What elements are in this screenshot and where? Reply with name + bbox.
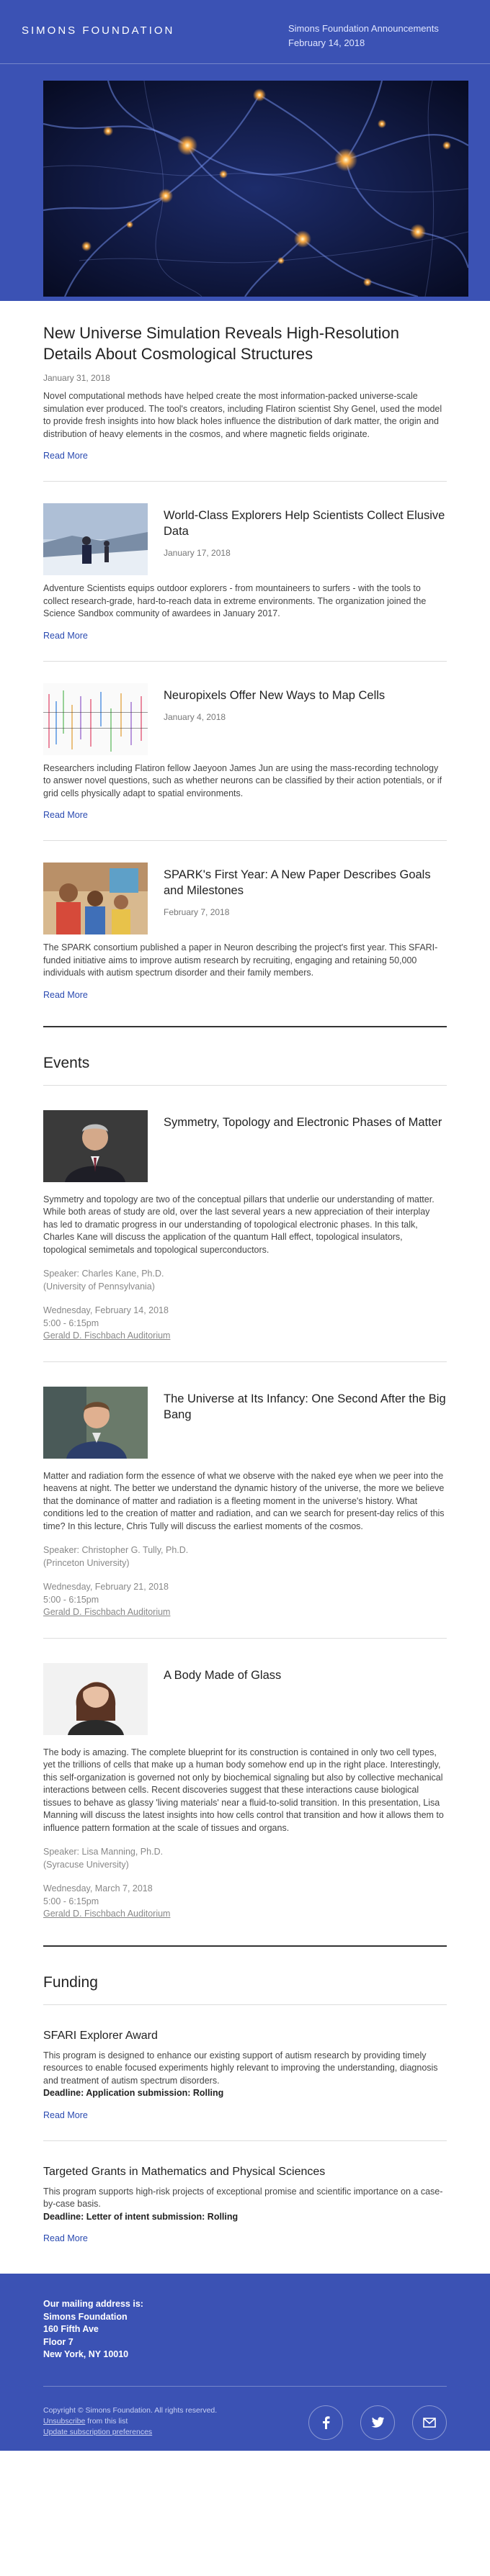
main-content bbox=[0, 323, 490, 2245]
event-description: Matter and radiation form the essence of what we observe with the naked eye when we peer into the heavens at night. The better we understand the dynamic history of the universe, the more we believe that the dominance of matter and radiation is a fleeting moment in the universe's history. What conditions led to the creation of matter and radiation, and can we search for present-day relics of this time? In this lecture, Chris Tully will discuss the earliest moments of the cosmos. bbox=[43, 1470, 445, 1531]
neuropixels-plot bbox=[43, 683, 148, 755]
event-schedule bbox=[43, 1305, 447, 1343]
twitter-icon[interactable] bbox=[360, 2405, 395, 2440]
funding-heading: Funding bbox=[43, 1973, 98, 1991]
divider bbox=[43, 2140, 447, 2141]
footer bbox=[0, 2274, 490, 2451]
event-speaker-photo-tully[interactable] bbox=[43, 1387, 148, 1459]
article-title[interactable]: SPARK's First Year: A New Paper Describes Goals and Milestones bbox=[164, 868, 431, 897]
speaker-name: Speaker: Charles Kane, Ph.D. bbox=[43, 1269, 164, 1279]
funding-title[interactable]: SFARI Explorer Award bbox=[43, 2029, 158, 2042]
hero-image-cosmic-web[interactable] bbox=[43, 81, 468, 297]
street: 160 Fifth Ave bbox=[43, 2324, 99, 2334]
article-body: Adventure Scientists equips outdoor explorers - from mountaineers to surfers - with the tools to collect research-grade, hard-to-reach data in extreme environments. The organization joined the Science Sandbox community of awardees in January 2017. bbox=[43, 583, 427, 618]
event-item bbox=[43, 1362, 447, 1619]
announcement-info bbox=[288, 22, 468, 50]
social-links bbox=[308, 2405, 447, 2440]
event-date: Wednesday, March 7, 2018 bbox=[43, 1883, 153, 1893]
article-title[interactable]: World-Class Explorers Help Scientists Collect Elusive Data bbox=[164, 509, 445, 538]
article-date: January 4, 2018 bbox=[164, 711, 226, 722]
read-more-link[interactable]: Read More bbox=[43, 2233, 88, 2243]
read-more-link[interactable]: Read More bbox=[43, 630, 88, 641]
read-more-link[interactable]: Read More bbox=[43, 989, 88, 1000]
email-icon[interactable] bbox=[412, 2405, 447, 2440]
article-body: Researchers including Flatiron fellow Jaeyoon James Jun are using the mass-recording technology to answer novel questions, such as whether neurons can be classified by their action potentials, or if grid cells physically adapt to spatial environments. bbox=[43, 762, 442, 798]
funding-description: This program is designed to enhance our existing support of autism research by providing timely resources to enable focused experiments highly relevant to improving the understanding, diagnosis and treatment of autism spectrum disorders. bbox=[43, 2050, 438, 2086]
event-schedule bbox=[43, 1581, 447, 1619]
speaker-name: Speaker: Lisa Manning, Ph.D. bbox=[43, 1847, 164, 1857]
event-title[interactable]: Symmetry, Topology and Electronic Phases of Matter bbox=[164, 1115, 442, 1129]
event-time: 5:00 - 6:15pm bbox=[43, 1594, 99, 1605]
event-schedule bbox=[43, 1883, 447, 1921]
article-date: February 7, 2018 bbox=[164, 907, 230, 917]
event-speaker-photo-manning[interactable] bbox=[43, 1663, 148, 1735]
lead-read-more-link[interactable]: Read More bbox=[43, 451, 88, 461]
event-speaker bbox=[43, 1846, 447, 1871]
funding-item bbox=[43, 2030, 447, 2122]
speaker-affiliation: (University of Pennsylvania) bbox=[43, 1281, 155, 1292]
mailing-address bbox=[43, 2298, 447, 2361]
article-thumbnail-explorers[interactable] bbox=[43, 503, 148, 575]
org-name: Simons Foundation bbox=[43, 2311, 128, 2322]
events-heading: Events bbox=[43, 1054, 90, 1071]
event-speaker bbox=[43, 1544, 447, 1570]
spark-family-photo bbox=[43, 863, 148, 935]
article-body: The SPARK consortium published a paper in Neuron describing the project's first year. This SFARI-funded initiative aims to improve autism research by recruiting, engaging and retaining 50,000 individuals with autism spectrum disorder and their family members. bbox=[43, 942, 438, 978]
lead-article-date: January 31, 2018 bbox=[43, 373, 110, 383]
event-title[interactable]: The Universe at Its Infancy: One Second After the Big Bang bbox=[164, 1392, 446, 1421]
unsubscribe-link[interactable]: Unsubscribe bbox=[43, 2416, 86, 2426]
funding-title[interactable]: Targeted Grants in Mathematics and Physical Sciences bbox=[43, 2165, 326, 2178]
announcement-date: February 14, 2018 bbox=[288, 37, 365, 48]
update-preferences-link[interactable]: Update subscription preferences bbox=[43, 2427, 153, 2436]
event-venue-link[interactable]: Gerald D. Fischbach Auditorium bbox=[43, 1607, 171, 1617]
explorers-photo bbox=[43, 503, 148, 575]
brand-logo[interactable]: SIMONS FOUNDATION bbox=[22, 24, 175, 37]
event-description: The body is amazing. The complete blueprint for its construction is contained in only two cell types, yet the trillions of cells that make up a human body somehow end up in the right place. Interestingly, this self-organization is governed not only by biochemical signaling but also by collective mechanical interactions between cells. Recent discoveries suggest that these interactions cause biological tissues to behave as glassy 'living materials' near a fluid-to-solid transition. In this presentation, Lisa Manning will discuss the latest insights into how cells control that transition and how it allows them to influence pattern formation at the scale of tissues and organs. bbox=[43, 1747, 444, 1833]
funding-deadline: Deadline: Application submission: Rolling bbox=[43, 2088, 224, 2098]
article-item bbox=[43, 482, 447, 642]
cosmic-web-illustration bbox=[43, 81, 468, 297]
event-date: Wednesday, February 14, 2018 bbox=[43, 1305, 169, 1315]
speaker-name: Speaker: Christopher G. Tully, Ph.D. bbox=[43, 1545, 189, 1555]
city: New York, NY 10010 bbox=[43, 2349, 129, 2359]
funding-item bbox=[43, 2166, 447, 2246]
event-venue-link[interactable]: Gerald D. Fischbach Auditorium bbox=[43, 1330, 171, 1341]
header bbox=[0, 0, 490, 301]
article-item bbox=[43, 662, 447, 822]
speaker-affiliation: (Princeton University) bbox=[43, 1557, 130, 1568]
unsubscribe-line bbox=[43, 2416, 217, 2427]
article-item bbox=[43, 841, 447, 1001]
lead-article bbox=[43, 323, 447, 462]
event-time: 5:00 - 6:15pm bbox=[43, 1318, 99, 1328]
event-speaker-photo-kane[interactable] bbox=[43, 1110, 148, 1182]
announcement-title: Simons Foundation Announcements bbox=[288, 23, 439, 34]
article-date: January 17, 2018 bbox=[164, 548, 231, 558]
event-item bbox=[43, 1086, 447, 1343]
article-title[interactable]: Neuropixels Offer New Ways to Map Cells bbox=[164, 688, 386, 702]
copyright: Copyright © Simons Foundation. All rights reserved. bbox=[43, 2405, 218, 2415]
speaker-portrait bbox=[43, 1663, 148, 1735]
speaker-affiliation: (Syracuse University) bbox=[43, 1859, 129, 1870]
footer-legal bbox=[43, 2405, 217, 2440]
lead-article-body: Novel computational methods have helped create the most information-packed universe-scale simulation ever produced. The tool's creators, including Flatiron scientist Shy Genel, used the model to provide fresh insights into how black holes influence the distribution of dark matter, the origin and distribution of heavy elements in the cosmos, and where magnetic fields originate. bbox=[43, 391, 442, 439]
floor: Floor 7 bbox=[43, 2336, 74, 2347]
divider bbox=[43, 2004, 447, 2005]
facebook-icon[interactable] bbox=[308, 2405, 343, 2440]
speaker-portrait bbox=[43, 1110, 148, 1182]
event-item bbox=[43, 1639, 447, 1921]
event-title[interactable]: A Body Made of Glass bbox=[164, 1668, 282, 1682]
footer-divider bbox=[43, 2386, 447, 2387]
read-more-link[interactable]: Read More bbox=[43, 810, 88, 820]
event-speaker bbox=[43, 1268, 447, 1293]
unsubscribe-suffix: from this list bbox=[85, 2416, 128, 2426]
funding-description: This program supports high-risk projects of exceptional promise and scientific importance on a case-by-case basis. bbox=[43, 2186, 443, 2209]
funding-deadline: Deadline: Letter of intent submission: Rolling bbox=[43, 2211, 239, 2222]
section-divider bbox=[43, 1945, 447, 1947]
mailing-label: Our mailing address is: bbox=[43, 2299, 143, 2309]
event-venue-link[interactable]: Gerald D. Fischbach Auditorium bbox=[43, 1909, 171, 1919]
event-time: 5:00 - 6:15pm bbox=[43, 1896, 99, 1906]
read-more-link[interactable]: Read More bbox=[43, 2109, 88, 2120]
article-thumbnail-spark[interactable] bbox=[43, 863, 148, 935]
speaker-portrait bbox=[43, 1387, 148, 1459]
section-divider bbox=[43, 1026, 447, 1027]
article-thumbnail-neuropixels[interactable] bbox=[43, 683, 148, 755]
lead-article-title[interactable]: New Universe Simulation Reveals High-Resolution Details About Cosmological Structures bbox=[43, 324, 399, 363]
header-divider bbox=[0, 63, 490, 64]
event-date: Wednesday, February 21, 2018 bbox=[43, 1582, 169, 1592]
event-description: Symmetry and topology are two of the conceptual pillars that underlie our understanding of matter. While both areas of study are old, over the last several years a new appreciation of their interplay has led to dramatic progress in our understanding of topological electronic phases. In this talk, Charles Kane will discuss the application of the quantum Hall effect, topological insulators, topological semimetals and topological superconductors. bbox=[43, 1194, 435, 1255]
